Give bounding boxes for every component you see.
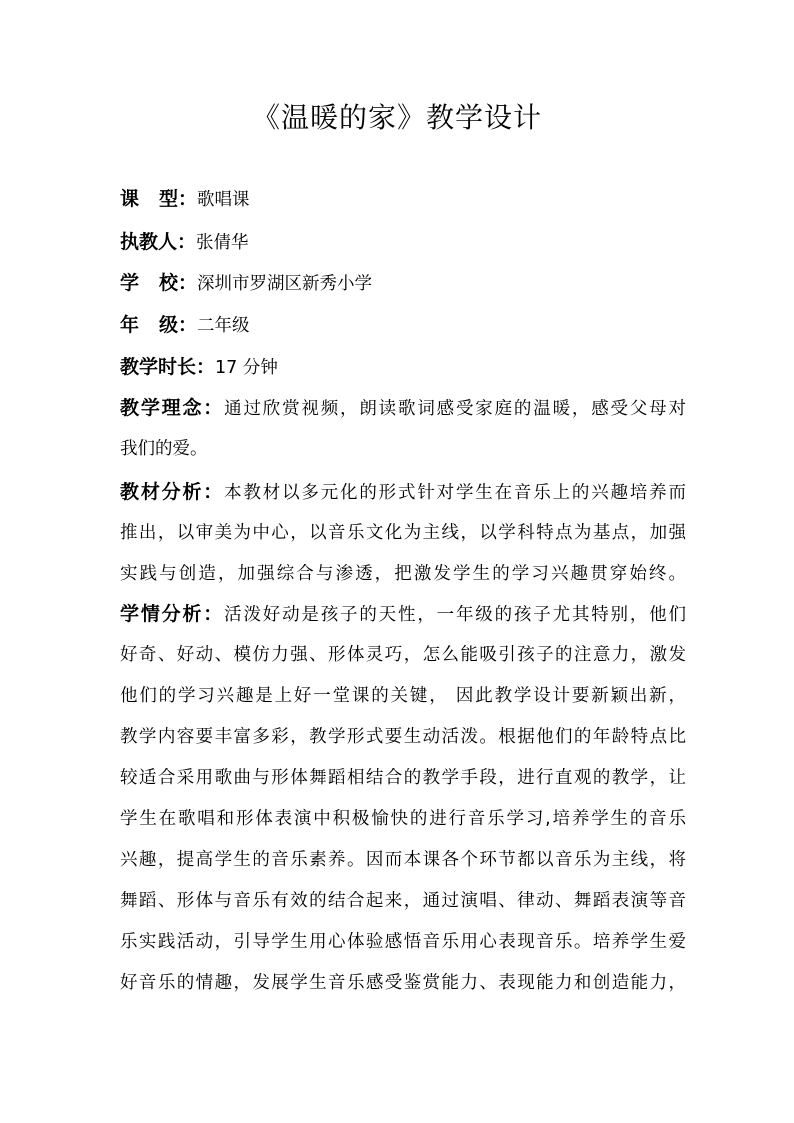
field-course-type xyxy=(120,187,250,212)
paragraph-line: 学生在歌唱和形体表演中积极愉快的进行音乐学习,培养学生的音乐 xyxy=(120,809,686,829)
field-value-school: 深圳市罗湖区新秀小学 xyxy=(197,274,373,294)
colon: ： xyxy=(203,397,225,419)
paragraph-text: 通过欣赏视频，朗读歌词感受家庭的温暖，感受父母对 xyxy=(224,399,686,419)
field-label-char: 校 xyxy=(159,272,179,294)
section-material xyxy=(120,478,686,601)
field-label-char: 级 xyxy=(159,314,179,336)
field-duration xyxy=(120,355,278,380)
colon: ： xyxy=(178,188,198,210)
colon: ： xyxy=(178,314,198,336)
paragraph-line: 较适合采用歌曲与形体舞蹈相结合的教学手段，进行直观的教学，让 xyxy=(120,768,686,788)
paragraph-line: 他们的学习兴趣是上好一堂课的关键， 因此教学设计要新颖出新， xyxy=(120,686,686,706)
field-label-grade xyxy=(120,314,178,336)
colon: ： xyxy=(178,272,198,294)
field-value-course-type: 歌唱课 xyxy=(197,190,250,210)
field-value-teacher: 张倩华 xyxy=(196,233,249,253)
field-grade xyxy=(120,313,250,338)
paragraph-line xyxy=(120,600,686,641)
colon: ： xyxy=(203,603,225,625)
section-label-students: 学情分析 xyxy=(120,603,204,625)
paragraph-line: 乐实践活动，引导学生用心体验感悟音乐用心表现音乐。培养学生爱 xyxy=(120,932,686,952)
field-label-duration: 教学时长 xyxy=(120,356,197,378)
paragraph-line: 好奇、好动、模仿力强、形体灵巧，怎么能吸引孩子的注意力，激发 xyxy=(120,645,686,665)
field-school xyxy=(120,271,372,296)
paragraph-line: 好音乐的情趣，发展学生音乐感受鉴赏能力、表现能力和创造能力， xyxy=(120,973,686,993)
field-label-text xyxy=(120,314,178,336)
paragraph-line: 实践与创造，加强综合与渗透，把激发学生的学习兴趣贯穿始终。 xyxy=(120,564,686,584)
paragraph-line xyxy=(120,394,686,435)
paragraph-line: 我们的爱。 xyxy=(120,439,208,459)
paragraph-line: 推出，以审美为中心，以音乐文化为主线，以学科特点为基点，加强 xyxy=(120,523,686,543)
field-label-school xyxy=(120,272,178,294)
section-label-material: 教材分析 xyxy=(120,481,204,503)
field-label-text xyxy=(120,272,178,294)
paragraph-text: 活泼好动是孩子的天性，一年级的孩子尤其特别，他们 xyxy=(224,605,686,625)
field-label-char: 年 xyxy=(120,314,160,336)
document-title: 《温暖的家》教学设计 xyxy=(251,101,542,134)
section-label-philosophy: 教学理念 xyxy=(120,397,204,419)
paragraph-line: 教学内容要丰富多彩，教学形式要生动活泼。根据他们的年龄特点比 xyxy=(120,727,686,747)
section-students xyxy=(120,600,686,1010)
field-label-char: 学 xyxy=(120,272,160,294)
paragraph-line: 舞蹈、形体与音乐有效的结合起来，通过演唱、律动、舞蹈表演等音 xyxy=(120,891,686,911)
section-philosophy xyxy=(120,394,686,476)
field-label-char: 型 xyxy=(159,188,179,210)
field-label-text xyxy=(120,188,178,210)
field-label-course-type xyxy=(120,188,178,210)
field-value-grade: 二年级 xyxy=(197,316,250,336)
colon: ： xyxy=(177,231,197,253)
field-label-char: 课 xyxy=(120,188,160,210)
colon: ： xyxy=(196,356,216,378)
colon: ： xyxy=(203,481,225,503)
paragraph-text: 本教材以多元化的形式针对学生在音乐上的兴趣培养而 xyxy=(224,483,686,503)
field-value-duration: 17 分钟 xyxy=(215,358,278,378)
field-teacher xyxy=(120,230,249,255)
paragraph-line xyxy=(120,478,686,519)
field-label-teacher: 执教人 xyxy=(120,231,178,253)
paragraph-line: 兴趣，提高学生的音乐素养。因而本课各个环节都以音乐为主线，将 xyxy=(120,850,686,870)
